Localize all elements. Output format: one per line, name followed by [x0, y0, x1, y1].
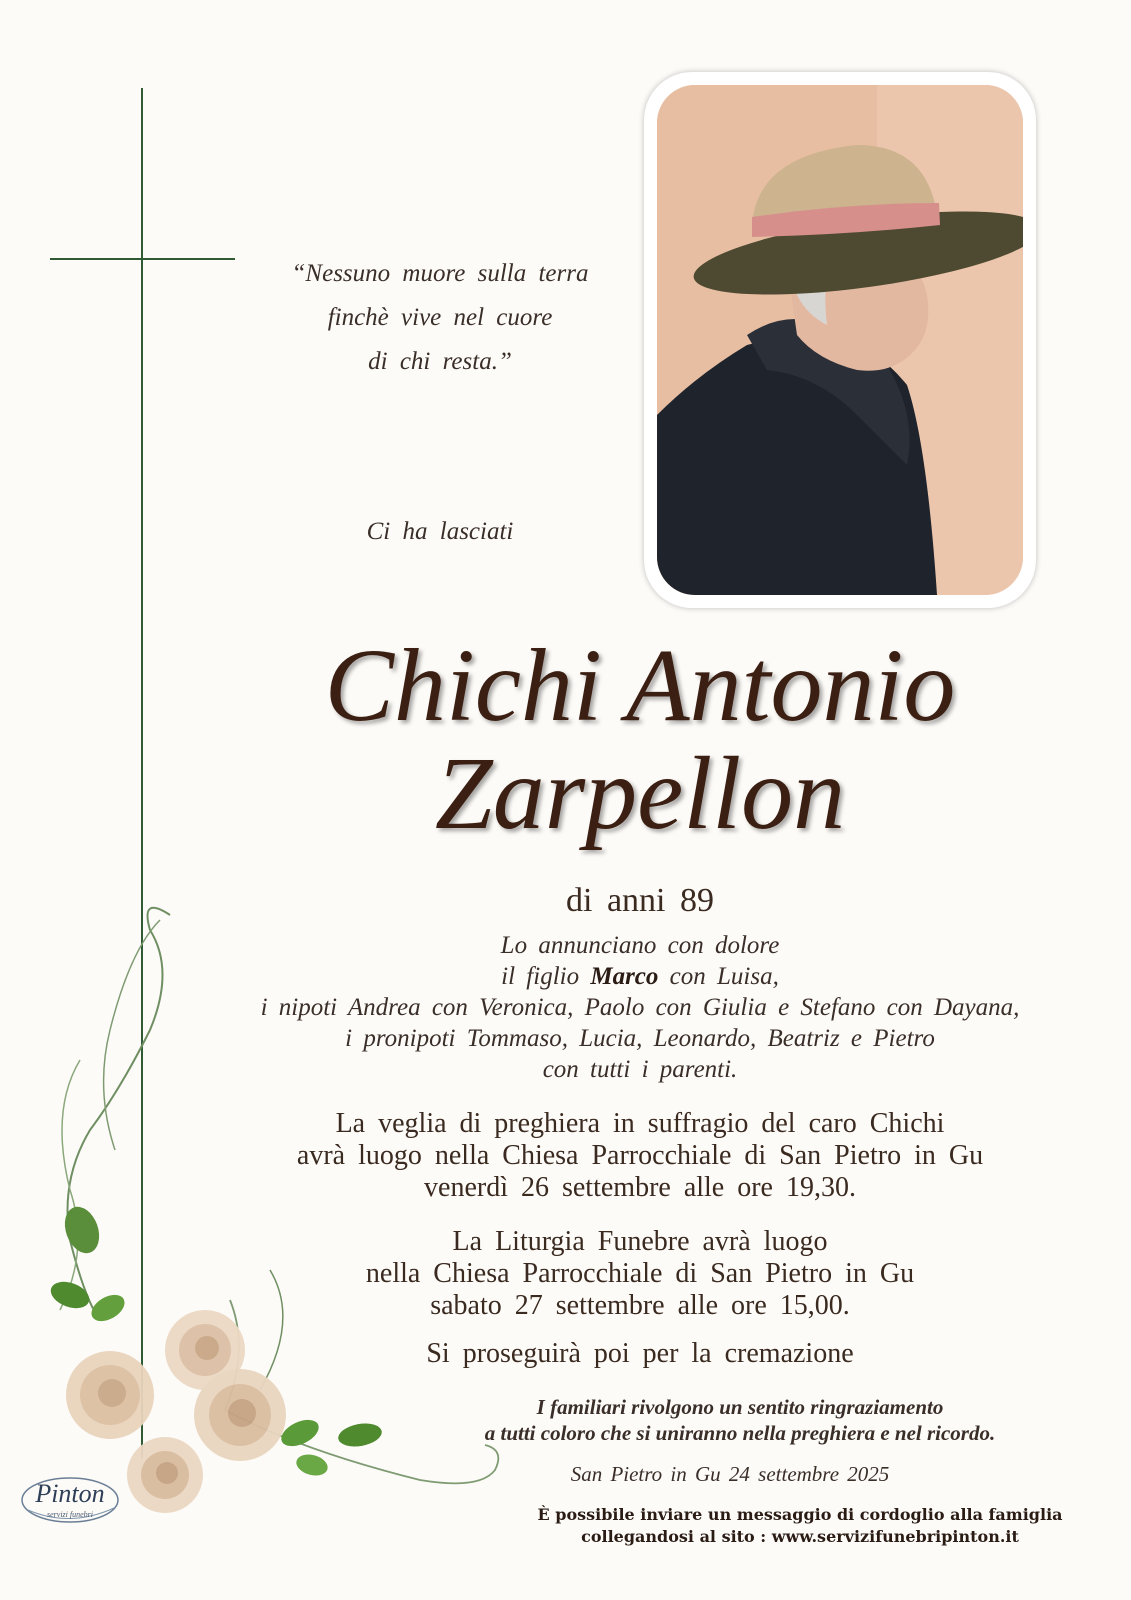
pinton-logo-mark: [18, 1470, 122, 1532]
portrait-illustration: [657, 85, 1023, 595]
cross-icon-horizontal: [50, 258, 235, 260]
announcement-line-5: con tutti i parenti.: [542, 1056, 738, 1083]
place-date: San Pietro in Gu 24 settembre 2025: [570, 1462, 890, 1486]
announcement-line-2-post: con Luisa,: [669, 963, 779, 990]
roses-decoration-icon: [0, 890, 520, 1540]
portrait-image: [657, 85, 1023, 595]
deceased-name: [160, 628, 1120, 851]
left-label: Ci ha lasciati: [366, 518, 514, 545]
deceased-name-line-1: Chichi Antonio: [324, 628, 956, 743]
contact-info: [480, 1504, 1120, 1548]
vigil-line-1: La veglia di preghiera in suffragio del caro Chichi: [335, 1108, 945, 1139]
deceased-age: di anni 89: [566, 882, 714, 919]
logo-tagline: servizi funebri: [47, 1510, 93, 1519]
funeral-line-3: sabato 27 settembre alle ore 15,00.: [430, 1290, 850, 1321]
announcement-line-3: i nipoti Andrea con Veronica, Paolo con Giulia e Stefano con Dayana,: [260, 994, 1020, 1021]
announcement-line-1: Lo annunciano con dolore: [500, 932, 780, 959]
quote-line-3: di chi resta.”: [368, 348, 512, 375]
thanks-line-2: a tutti coloro che si uniranno nella preghiera e nel ricordo.: [484, 1421, 996, 1445]
vigil-line-3: venerdì 26 settembre alle ore 19,30.: [424, 1172, 856, 1203]
vigil-line-2: avrà luogo nella Chiesa Parrocchiale di San Pietro in Gu: [296, 1140, 984, 1171]
quote-line-1: “Nessuno muore sulla terra: [291, 260, 589, 287]
announcement-son-name: Marco: [590, 963, 659, 990]
pinton-logo: [18, 1470, 122, 1532]
logo-name: Pinton: [35, 1479, 105, 1508]
contact-line-1: È possibile inviare un messaggio di cordoglio alla famiglia: [537, 1505, 1063, 1524]
deceased-name-line-2: Zarpellon: [434, 736, 846, 851]
quote-line-2: finchè vive nel cuore: [327, 304, 553, 331]
funeral-line-2: nella Chiesa Parrocchiale di San Pietro in Gu: [365, 1258, 915, 1289]
portrait-photo: [644, 72, 1036, 608]
contact-line-2: collegandosi al sito : www.servizifunebripinton.it: [581, 1527, 1019, 1546]
announcement-line-2-pre: il figlio: [501, 963, 580, 990]
quote: [250, 252, 630, 384]
thanks-line-1: I familiari rivolgono un sentito ringraziamento: [536, 1395, 944, 1419]
cremation-line: Si proseguirà poi per la cremazione: [426, 1338, 854, 1369]
funeral-line-1: La Liturgia Funebre avrà luogo: [452, 1226, 828, 1257]
announcement-line-4: i pronipoti Tommaso, Lucia, Leonardo, Beatriz e Pietro: [345, 1025, 935, 1052]
